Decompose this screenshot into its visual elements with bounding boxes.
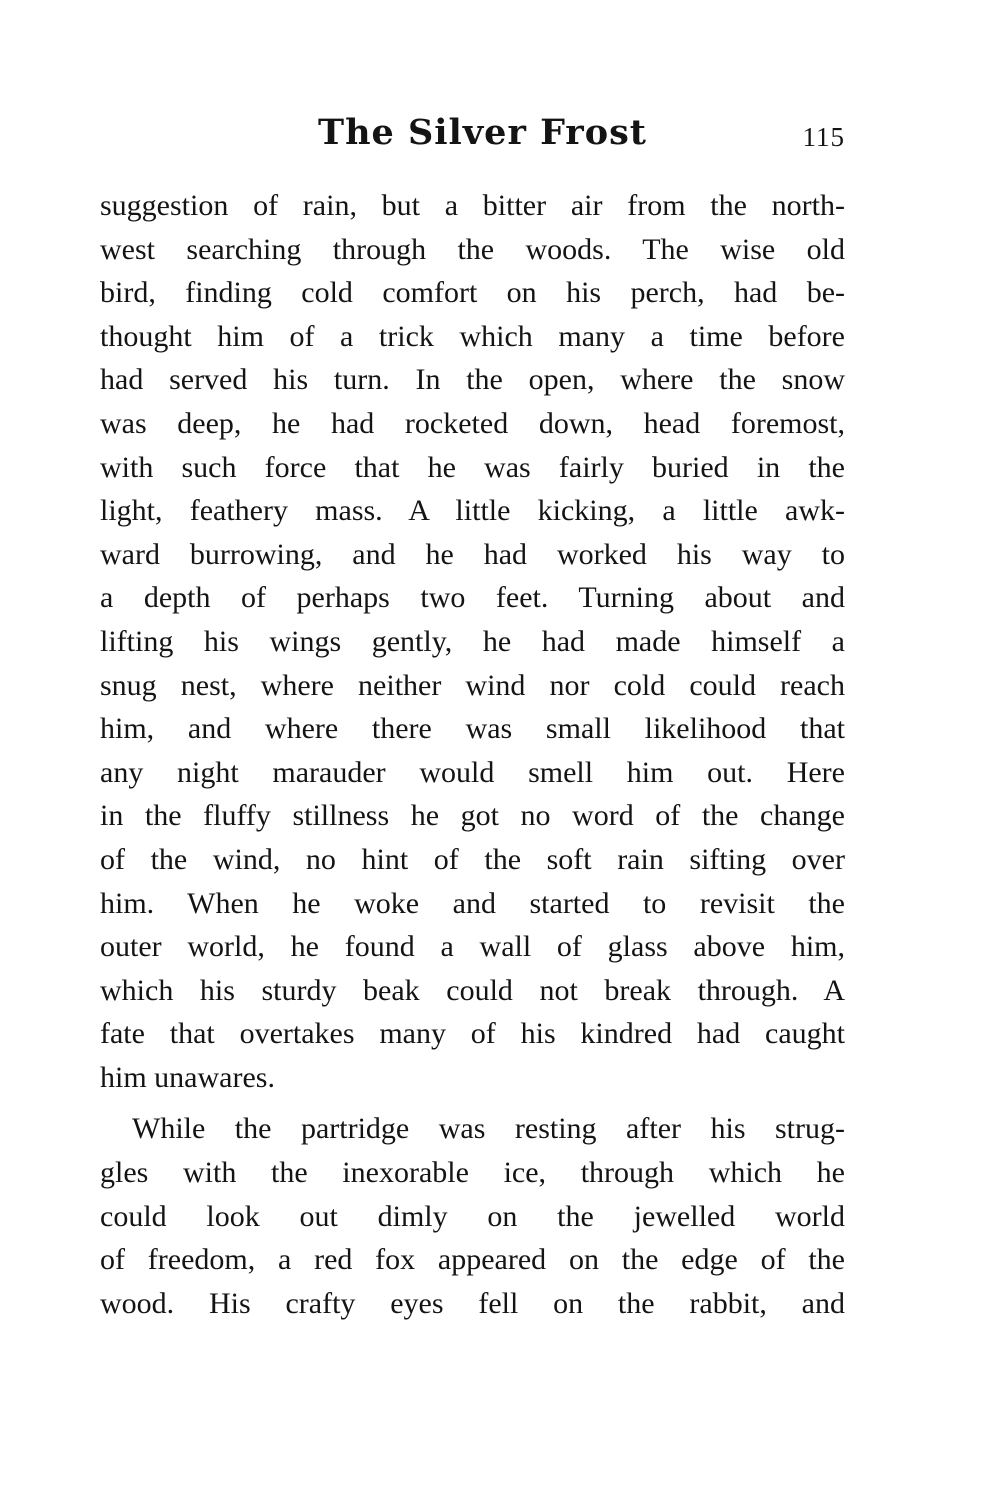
- text-line: outer world, he found a wall of glass above him,: [100, 930, 845, 964]
- body-text: [100, 184, 845, 1325]
- text-line: a depth of perhaps two feet. Turning about and: [100, 581, 845, 615]
- text-line: While the partridge was resting after his strug-: [132, 1112, 845, 1146]
- text-line: bird, finding cold comfort on his perch, had be-: [100, 276, 845, 310]
- text-line: west searching through the woods. The wise old: [100, 232, 845, 266]
- running-head-title: The Silver Frost: [318, 112, 647, 153]
- text-line: of freedom, a red fox appeared on the edge of the: [100, 1243, 845, 1277]
- text-line: of the wind, no hint of the soft rain sifting over: [100, 842, 845, 876]
- text-line: lifting his wings gently, he had made himself a: [100, 624, 845, 658]
- text-line: gles with the inexorable ice, through which he: [100, 1156, 845, 1190]
- text-line: suggestion of rain, but a bitter air from the north-: [100, 189, 845, 222]
- text-line: snug nest, where neither wind nor cold could reach: [100, 668, 845, 702]
- paragraph-1: [100, 184, 845, 1099]
- text-line: thought him of a trick which many a time before: [100, 319, 845, 353]
- text-line: with such force that he was fairly buried in the: [100, 450, 845, 484]
- running-head: [100, 112, 845, 162]
- text-line: which his sturdy beak could not break through. A: [100, 973, 845, 1007]
- text-line: light, feathery mass. A little kicking, a little awk-: [100, 494, 845, 528]
- text-line: him unawares.: [100, 1060, 275, 1094]
- text-line: fate that overtakes many of his kindred had caught: [100, 1017, 845, 1051]
- paragraph-gap: [100, 1099, 845, 1107]
- text-line: could look out dimly on the jewelled world: [100, 1199, 845, 1233]
- text-line: wood. His crafty eyes fell on the rabbit, and: [100, 1286, 845, 1320]
- text-line: him, and where there was small likelihood that: [100, 712, 845, 746]
- text-line: was deep, he had rocketed down, head foremost,: [100, 406, 845, 440]
- text-line: him. When he woke and started to revisit the: [100, 886, 845, 920]
- text-line: in the fluffy stillness he got no word of the change: [100, 799, 845, 833]
- text-line: had served his turn. In the open, where the snow: [100, 363, 845, 397]
- paragraph-2: [100, 1107, 845, 1325]
- page-number: 115: [802, 122, 845, 152]
- text-line: ward burrowing, and he had worked his way to: [100, 537, 845, 571]
- text-line: any night marauder would smell him out. Here: [100, 755, 845, 789]
